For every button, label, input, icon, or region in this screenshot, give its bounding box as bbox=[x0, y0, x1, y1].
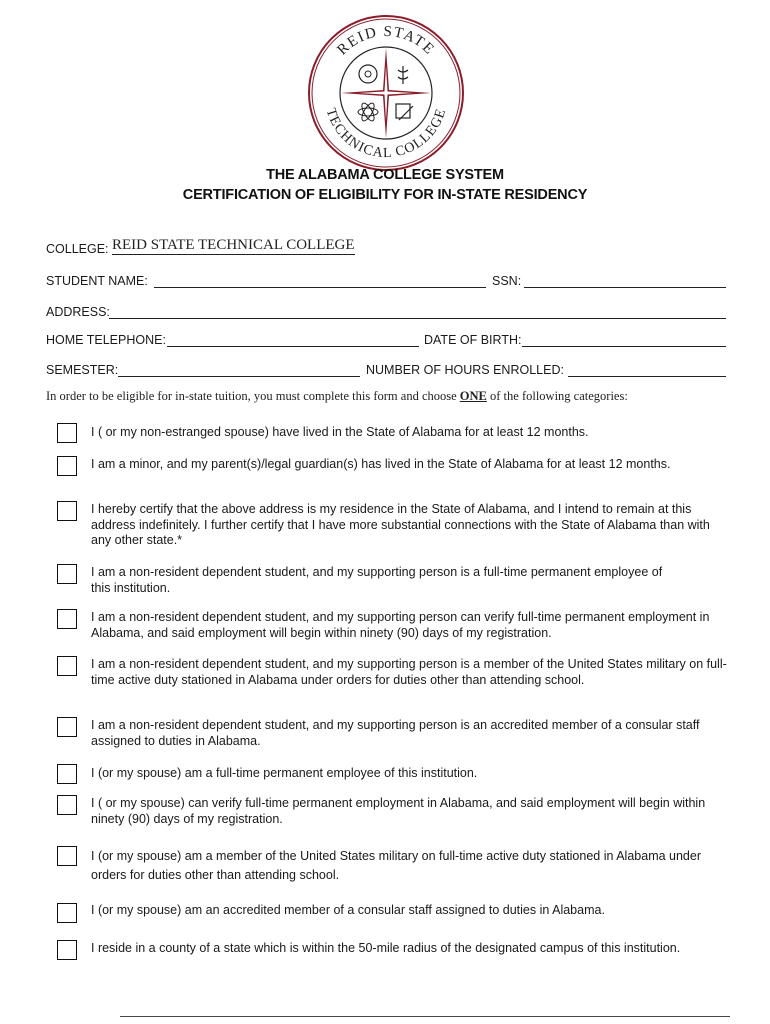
option-7-label: I am a non-resident dependent student, and my supporting person is an accredited member of a consular staff assigned to duties in Alabama. bbox=[91, 718, 700, 748]
option-1-label: I ( or my non-estranged spouse) have lived in the State of Alabama for at least 12 months. bbox=[91, 425, 589, 439]
option-12-label: I reside in a county of a state which is within the 50-mile radius of the designated campus of this institution. bbox=[91, 941, 681, 955]
svg-text:REID STATE: REID STATE bbox=[334, 23, 438, 59]
svg-text:TECHNICAL COLLEGE: TECHNICAL COLLEGE bbox=[322, 106, 450, 162]
option-6-checkbox[interactable] bbox=[57, 656, 77, 676]
option-7-checkbox[interactable] bbox=[57, 717, 77, 737]
address-row bbox=[46, 303, 726, 323]
semester-label: SEMESTER: bbox=[46, 363, 119, 377]
date-of-birth-label: DATE OF BIRTH: bbox=[424, 333, 522, 347]
student-name-field[interactable] bbox=[154, 287, 486, 288]
option-10-checkbox[interactable] bbox=[57, 846, 77, 866]
date-of-birth-field[interactable] bbox=[522, 346, 726, 347]
student-name-row bbox=[46, 272, 726, 292]
semester-field[interactable] bbox=[118, 376, 360, 377]
option-11-checkbox[interactable] bbox=[57, 903, 77, 923]
instructions-before: In order to be eligible for in-state tuition, you must complete this form and choose bbox=[46, 389, 460, 403]
option-4-checkbox[interactable] bbox=[57, 564, 77, 584]
option-5-label: I am a non-resident dependent student, and my supporting person can verify full-time permanent employment in Alabama, and said employment will begin within ninety (90) days of my registration. bbox=[91, 610, 710, 640]
instructions-emphasis: ONE bbox=[459, 389, 487, 403]
home-telephone-label: HOME TELEPHONE: bbox=[46, 333, 166, 347]
telephone-row bbox=[46, 331, 726, 351]
footer-divider bbox=[120, 1016, 730, 1017]
option-9-label: I ( or my spouse) can verify full-time permanent employment in Alabama, and said employment will begin within ninety (90) days of my registration. bbox=[91, 796, 706, 826]
student-name-label: STUDENT NAME: bbox=[46, 274, 148, 288]
option-8-label: I (or my spouse) am a full-time permanent employee of this institution. bbox=[91, 766, 478, 780]
option-5-checkbox[interactable] bbox=[57, 609, 77, 629]
option-12-checkbox[interactable] bbox=[57, 940, 77, 960]
form-title: CERTIFICATION OF ELIGIBILITY FOR IN-STATE RESIDENCY bbox=[182, 187, 588, 203]
option-10-label: I (or my spouse) am a member of the United States military on full-time active duty stationed in Alabama under orders for duties other than attending school. bbox=[91, 849, 701, 882]
option-3-label: I hereby certify that the above address is my residence in the State of Alabama, and I intend to remain at this address indefinitely. I further certify that I have more substantial connections with the State of Alabama than with any other state.* bbox=[91, 502, 710, 547]
option-8-checkbox[interactable] bbox=[57, 764, 77, 784]
college-label: COLLEGE: bbox=[46, 242, 109, 256]
college-seal-logo bbox=[307, 14, 465, 172]
hours-enrolled-label: NUMBER OF HOURS ENROLLED: bbox=[366, 363, 564, 377]
option-6-label: I am a non-resident dependent student, and my supporting person is a member of the United States military on full-time active duty stationed in Alabama under orders for duties other than attending school. bbox=[91, 657, 727, 687]
hours-enrolled-field[interactable] bbox=[568, 376, 726, 377]
option-9-checkbox[interactable] bbox=[57, 795, 77, 815]
option-2-checkbox[interactable] bbox=[57, 456, 77, 476]
college-row bbox=[46, 237, 726, 260]
ssn-label: SSN: bbox=[492, 274, 522, 288]
option-3-checkbox[interactable] bbox=[57, 501, 77, 521]
instructions bbox=[46, 389, 736, 404]
instructions-after: of the following categories: bbox=[486, 389, 628, 403]
ssn-field[interactable] bbox=[524, 287, 726, 288]
home-telephone-field[interactable] bbox=[167, 346, 419, 347]
address-field[interactable] bbox=[109, 318, 726, 319]
semester-row bbox=[46, 361, 726, 381]
option-11-label: I (or my spouse) am an accredited member of a consular staff assigned to duties in Alabama. bbox=[91, 903, 605, 917]
option-1-checkbox[interactable] bbox=[57, 423, 77, 443]
college-value: REID STATE TECHNICAL COLLEGE bbox=[112, 237, 355, 253]
system-title: THE ALABAMA COLLEGE SYSTEM bbox=[266, 167, 504, 183]
address-label: ADDRESS: bbox=[46, 305, 110, 319]
option-2-label: I am a minor, and my parent(s)/legal guardian(s) has lived in the State of Alabama for at least 12 months. bbox=[91, 457, 671, 471]
option-4-label: I am a non-resident dependent student, and my supporting person is a full-time permanent employee of this institution. bbox=[91, 565, 663, 595]
